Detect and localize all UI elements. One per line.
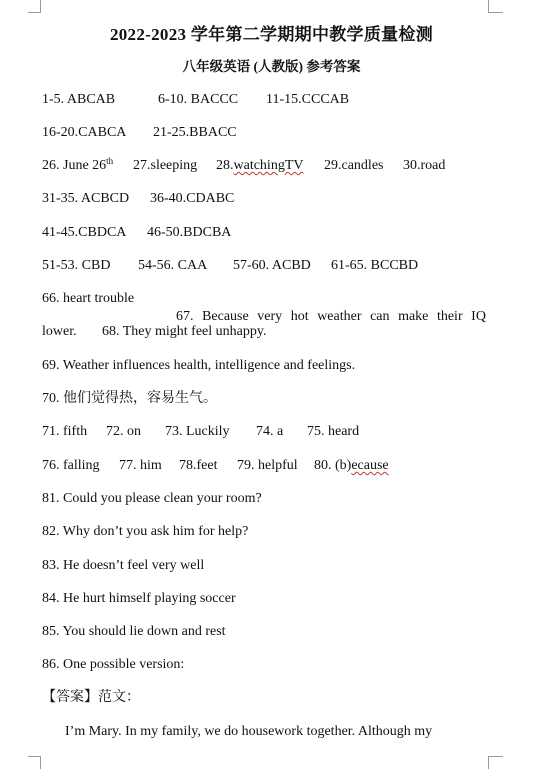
answer-85: 85. You should lie down and rest	[42, 624, 226, 639]
crop-mark-bottom-left	[28, 756, 41, 769]
answer-66: 66. heart trouble	[42, 291, 135, 306]
answer-30: 30.road	[403, 158, 446, 173]
answer-row-16-25	[42, 124, 237, 142]
answer-54-56: 54-56. CAA	[138, 258, 208, 273]
answer-80: 80. (b)ecause	[314, 458, 389, 473]
answer-82: 82. Why don’t you ask him for help?	[42, 524, 249, 539]
answer-75: 75. heard	[307, 424, 360, 439]
answer-67-start: 67. Because very hot weather can make their IQ	[176, 309, 486, 324]
answer-27: 27.sleeping	[133, 158, 198, 173]
crop-mark-top-right	[488, 0, 503, 13]
answer-11-15: 11-15.CCCAB	[266, 92, 350, 107]
answer-83: 83. He doesn’t feel very well	[42, 558, 205, 573]
answer-79: 79. helpful	[237, 458, 298, 473]
answer-6-10: 6-10. BACCC	[158, 92, 239, 107]
answer-70: 70. 他们觉得热，容易生气。	[42, 391, 217, 406]
answer-36-40: 36-40.CDABC	[150, 191, 235, 206]
answer-row-67-68	[42, 323, 267, 341]
answer-72: 72. on	[106, 424, 141, 439]
answer-row-51-65	[42, 257, 419, 275]
sample-essay-paragraph: I’m Mary. In my family, we do housework together. Although my	[65, 724, 433, 739]
answer-row-26-30	[42, 156, 446, 175]
answer-51-53: 51-53. CBD	[42, 258, 111, 273]
answer-84: 84. He hurt himself playing soccer	[42, 591, 236, 606]
document-title: 2022-2023 学年第二学期期中教学质量检测	[109, 25, 434, 44]
answer-row-71-75	[42, 423, 360, 441]
answer-57-60: 57-60. ACBD	[233, 258, 311, 273]
answer-76: 76. falling	[42, 458, 100, 473]
answer-73: 73. Luckily	[165, 424, 230, 439]
answer-row-41-50	[42, 224, 232, 242]
answer-81: 81. Could you please clean your room?	[42, 491, 262, 506]
answer-77: 77. him	[119, 458, 162, 473]
answer-26: 26. June 26th	[42, 156, 114, 173]
answer-row-31-40	[42, 190, 235, 208]
answer-86: 86. One possible version:	[42, 657, 185, 672]
answer-row-1-15	[42, 91, 350, 109]
answer-41-45: 41-45.CBDCA	[42, 225, 127, 240]
crop-mark-top-left	[28, 0, 41, 13]
answer-16-20: 16-20.CABCA	[42, 125, 127, 140]
answer-69: 69. Weather influences health, intelligence and feelings.	[42, 358, 356, 373]
answer-row-76-80	[42, 457, 389, 475]
answer-68: 68. They might feel unhappy.	[102, 324, 267, 339]
answer-28: 28.watchingTV	[216, 158, 304, 173]
answer-67-end: lower.	[42, 324, 77, 339]
answer-74: 74. a	[256, 424, 284, 439]
answer-1-5: 1-5. ABCAB	[42, 92, 116, 107]
crop-mark-bottom-right	[488, 756, 503, 769]
answer-21-25: 21-25.BBACC	[153, 125, 237, 140]
answer-row-66-67	[42, 290, 486, 324]
answer-46-50: 46-50.BDCBA	[147, 225, 232, 240]
answer-31-35: 31-35. ACBCD	[42, 191, 130, 206]
answer-78: 78.feet	[179, 458, 218, 473]
answer-heading: 【答案】范文：	[42, 690, 140, 705]
answer-29: 29.candles	[324, 158, 384, 173]
answer-61-65: 61-65. BCCBD	[331, 258, 419, 273]
document-subtitle: 八年级英语 (人教版) 参考答案	[182, 59, 361, 74]
answer-71: 71. fifth	[42, 424, 88, 439]
